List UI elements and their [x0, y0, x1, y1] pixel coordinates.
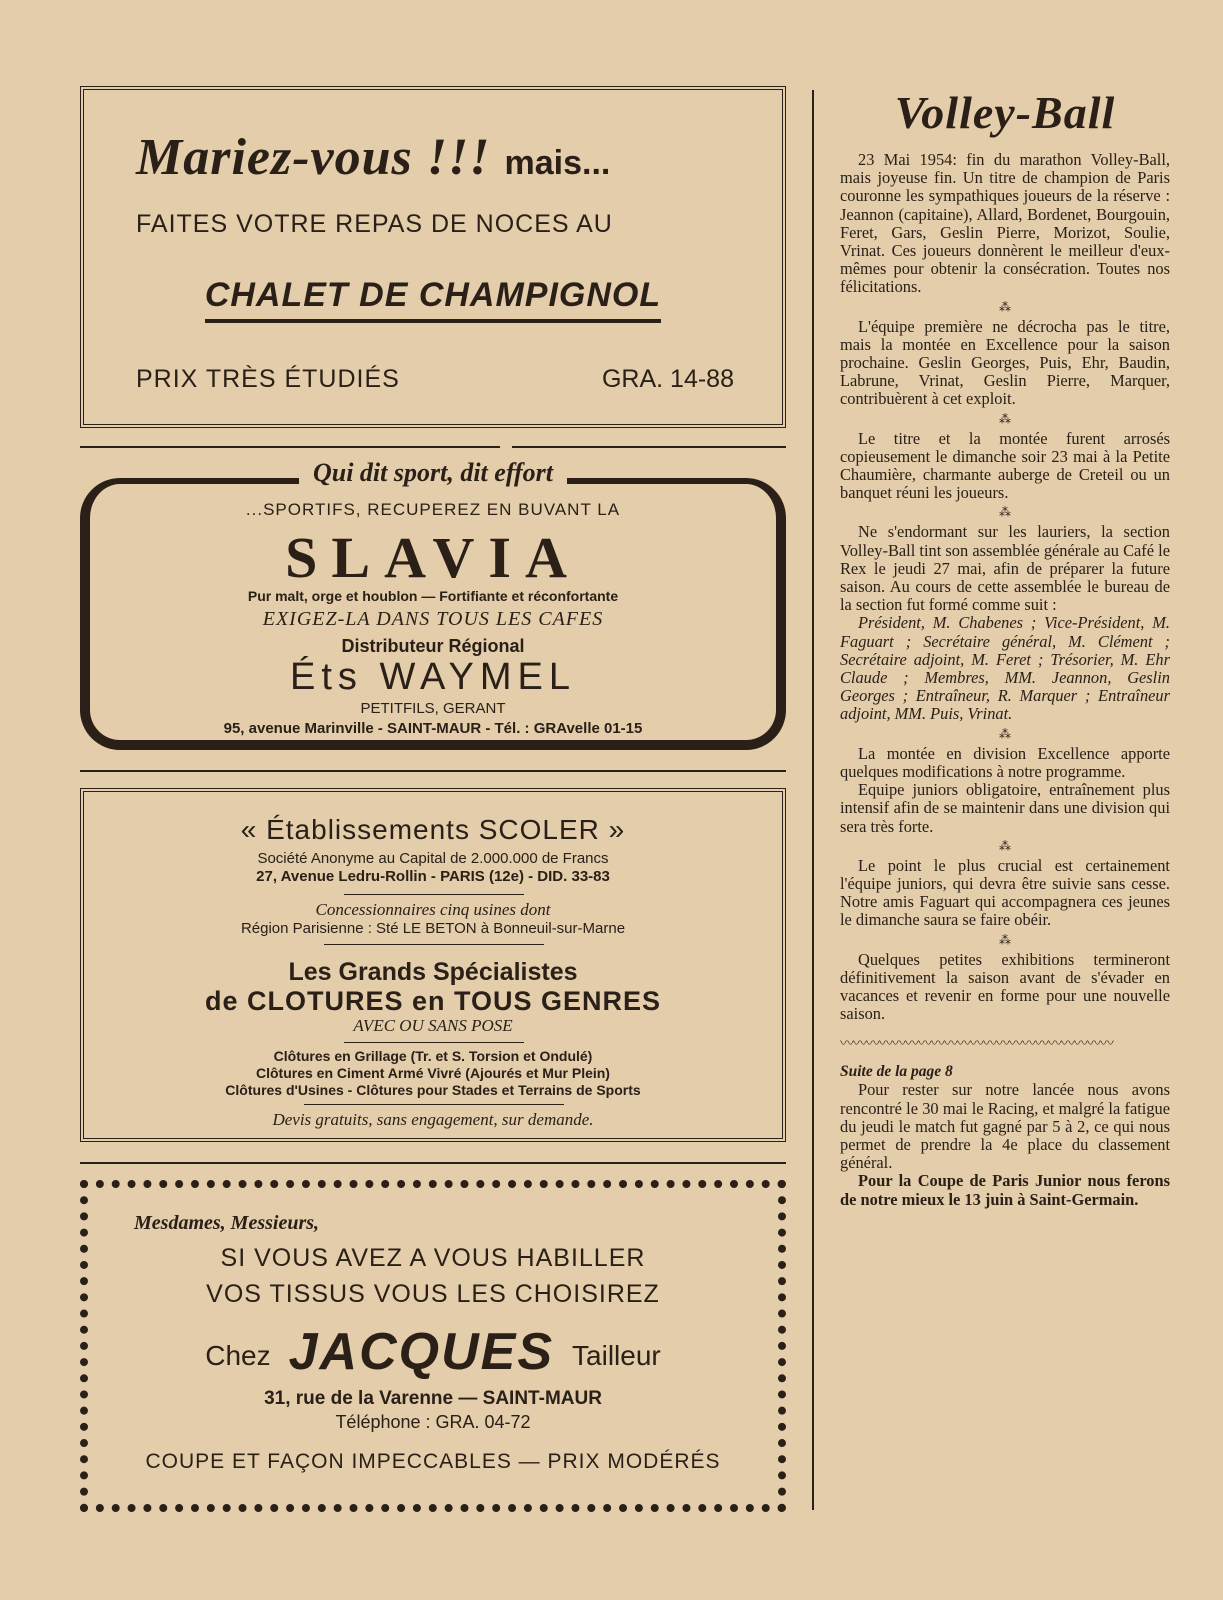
ad4-tel: Téléphone : GRA. 04-72 [335, 1412, 531, 1432]
paragraph: Pour rester sur notre lancée nous avons rencontré le 30 mai le Racing, et malgré la fatigue du jeudi le match fut gagné par 5 à 2, ce qui nous permet de prendre la 4e place du classement général. [840, 1080, 1170, 1173]
asterism-icon: ⁂ [999, 411, 1011, 426]
paragraph: Ne s'endormant sur les lauriers, la section Volley-Ball tint son assemblée générale au Café le Rex le jeudi 27 mai, afin de préparer la future saison. Au cours de cette assemblée le bureau de la section fut formé comme suit : [840, 522, 1170, 615]
divider [512, 446, 786, 448]
paragraph: Pour la Coupe de Paris Junior nous ferons de notre mieux le 13 juin à Saint-Germain. [840, 1171, 1170, 1209]
paragraph: Le titre et la montée furent arrosés copieusement le dimanche soir 23 mai à la Petite Chaumière, charmante auberge de Creteil ou un banquet réuni les joueurs. [840, 428, 1170, 503]
ad3-devis: Devis gratuits, sans engagement, sur demande. [272, 1110, 594, 1129]
suite-label: Suite de la page 8 [840, 1063, 953, 1081]
divider [80, 1162, 786, 1164]
ad3-concession: Concessionnaires cinq usines dont [315, 900, 551, 919]
ad2-brand: SLAVIA [285, 525, 581, 590]
ad4-line: SI VOUS AVEZ A VOUS HABILLER [220, 1244, 646, 1272]
ad4-name: JACQUES [288, 1323, 555, 1381]
paragraph: 23 Mai 1954: fin du marathon Volley-Ball, mais joyeuse fin. Un titre de champion de Paris couronne les sympathiques joueurs de la réserve : Jeannon (capitaine), Allard, Bordenet, Bourgouin, Feret, Gars, Geslin Pierre, Morizot, Soulie, Vrinat. Ces joueurs donnèrent le meilleur d'eux-mêmes pour obtenir la consécration. Toutes nos félicitations. [840, 150, 1170, 297]
asterism-icon: ⁂ [999, 932, 1011, 947]
ad2-malt: Pur malt, orge et houblon — Fortifiante et réconfortante [247, 588, 619, 604]
paragraph: La montée en division Excellence apporte quelques modifications à notre programme. [840, 743, 1170, 781]
divider [344, 894, 524, 895]
ad1-line: FAITES VOTRE REPAS DE NOCES AU [136, 210, 613, 238]
ad3-address: 27, Avenue Ledru-Rollin - PARIS (12e) - DID. 33-83 [256, 868, 610, 885]
divider [304, 1104, 564, 1105]
ad2-sportifs: ...SPORTIFS, RECUPEREZ EN BUVANT LA [245, 500, 621, 519]
ad4-chez: Chez JACQUES Tailleur [205, 1323, 661, 1381]
volley-ball-column [840, 86, 1170, 1209]
ad4-address: 31, rue de la Varenne — SAINT-MAUR [264, 1388, 602, 1409]
ad3-region: Région Parisienne : Sté LE BETON à Bonneuil-sur-Marne [240, 920, 626, 937]
ad3-line: Clôtures en Grillage (Tr. et S. Torsion et Ondulé) [273, 1048, 593, 1064]
ad1-headline: Mariez-vous !!! mais... [136, 129, 611, 186]
column-title: Volley-Ball [894, 87, 1116, 138]
ad-slavia [80, 458, 786, 750]
ad-scoler [80, 788, 786, 1142]
ad2-gerant: PETITFILS, GERANT [360, 700, 506, 717]
ad3-societe: Société Anonyme au Capital de 2.000.000 de Francs [257, 850, 609, 867]
paragraph: Equipe juniors obligatoire, entraînement plus intensif afin de se maintenir dans une division qui sera très forte. [840, 780, 1170, 836]
asterism-icon: ⁂ [999, 726, 1011, 741]
ad1-tel: GRA. 14-88 [601, 365, 734, 393]
ad2-exigez: EXIGEZ-LA DANS TOUS LES CAFES [262, 608, 604, 630]
divider [80, 446, 500, 448]
paragraph: Quelques petites exhibitions termineront définitivement la saison avant de s'évader en vacances et revenir en forme pour une nouvelle saison. [840, 949, 1170, 1024]
ad2-company: Éts WAYMEL [290, 656, 576, 698]
divider [80, 770, 786, 772]
ad3-grands: Les Grands Spécialistes [288, 958, 578, 986]
column-separator [812, 90, 814, 1510]
ad3-name: « Établissements SCOLER » [240, 814, 626, 845]
ad3-line: Clôtures d'Usines - Clôtures pour Stades et Terrains de Sports [225, 1082, 641, 1098]
ad-chalet-champignol [80, 86, 786, 428]
ad-jacques-tailleur [80, 1180, 786, 1512]
ad1-name: CHALET DE CHAMPIGNOL [84, 276, 782, 323]
asterism-icon: ⁂ [999, 505, 1011, 520]
ad3-line: Clôtures en Ciment Armé Vivré (Ajourés et Mur Plein) [256, 1065, 610, 1081]
asterism-icon: ⁂ [999, 838, 1011, 853]
ad2-address: 95, avenue Marinville - SAINT-MAUR - Tél. : GRAvelle 01-15 [223, 720, 643, 737]
divider [324, 944, 544, 945]
paragraph: Le point le plus crucial est certainement l'équipe juniors, qui devra être suivie sans cesse. Notre amis Faguart qui accompagnera ces jeunes le dimanche saura se faire obéir. [840, 855, 1170, 930]
ad2-distributeur: Distributeur Régional [341, 636, 525, 656]
paragraph: L'équipe première ne décrocha pas le titre, mais la montée en Excellence pour la saison prochaine. Geslin Georges, Puis, Ehr, Baudin, Labrune, Vrinat, Geslin Pierre, Marquer, contribuèrent à cet exploit. [840, 316, 1170, 409]
ad4-footer: COUPE ET FAÇON IMPECCABLES — PRIX MODÉRÉS [145, 1450, 721, 1473]
ad3-clotures: de CLOTURES en TOUS GENRES [204, 986, 662, 1016]
ad2-slogan: Qui dit sport, dit effort [90, 458, 776, 488]
ad1-prix: PRIX TRÈS ÉTUDIÉS [136, 365, 400, 393]
ad4-greeting: Mesdames, Messieurs, [134, 1212, 320, 1234]
asterism-icon: ⁂ [999, 299, 1011, 314]
ad3-avec: AVEC OU SANS POSE [353, 1016, 513, 1035]
ad4-line: VOS TISSUS VOUS LES CHOISIREZ [206, 1280, 660, 1308]
paragraph-bureau: Président, M. Chabenes ; Vice-Président, M. Faguart ; Secrétaire général, M. Clément ; Secrétaire adjoint, M. Feret ; Trésorier, M. Ehr Claude ; Membres, MM. Jeannon, Geslin Georges ; Entraîneur, R. Marquer ; Entraîneur adjoint, MM. Puis, Vrinat. [840, 613, 1170, 724]
divider [344, 1042, 524, 1043]
wavy-divider: 〰〰〰〰〰〰〰〰〰〰〰〰〰〰〰〰〰〰〰〰〰 [840, 1035, 1113, 1052]
